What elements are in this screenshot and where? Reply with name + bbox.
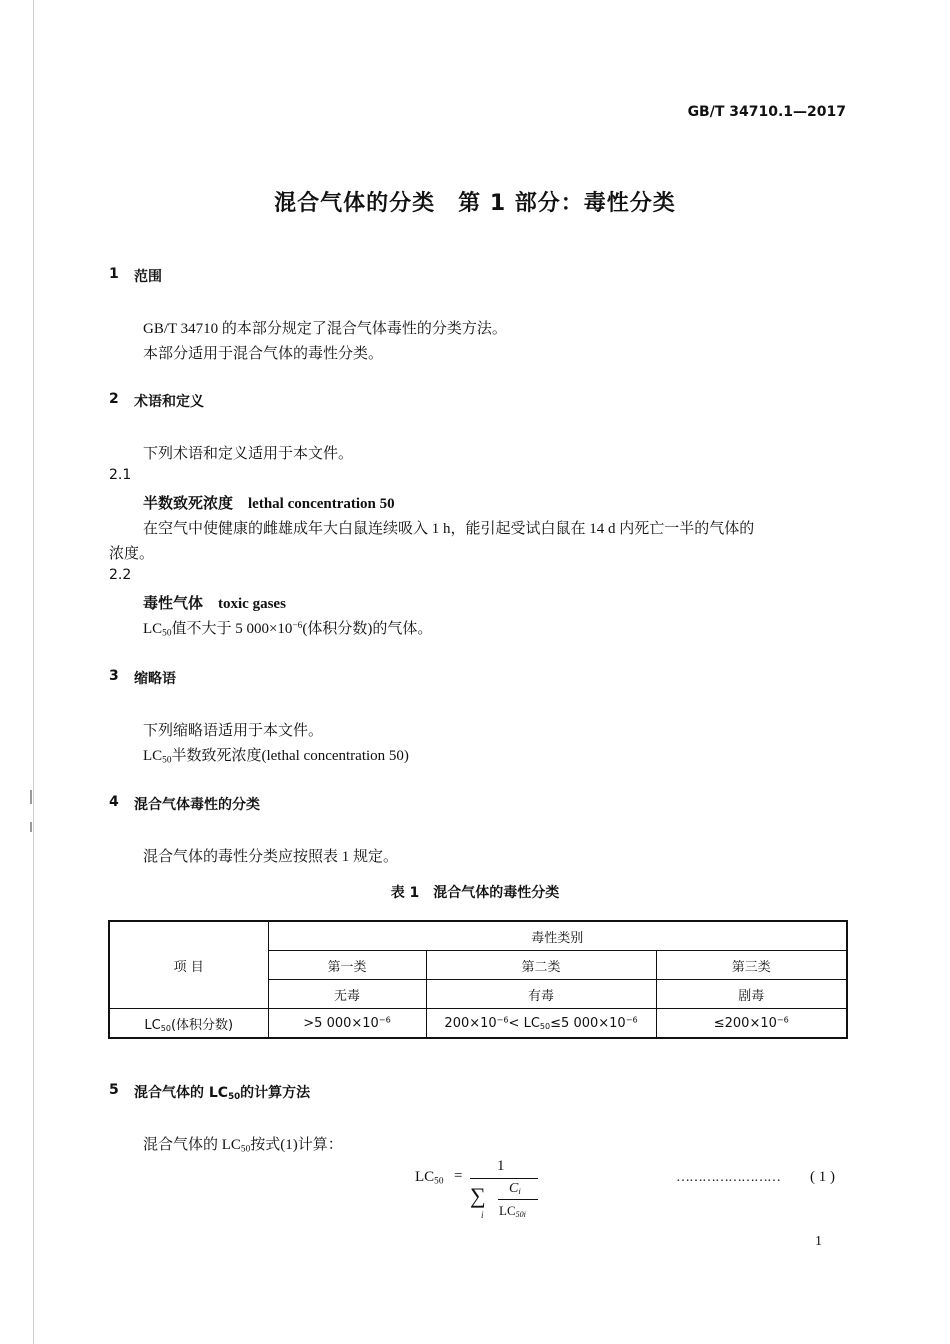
section-1-heading: 范围 (134, 269, 162, 285)
table-row-label: $LC_{50}$(体积分数) (109, 1009, 268, 1039)
section-2-number: 2 (109, 391, 119, 407)
term-2-2-definition: $LC_{50}$值不大于 5 $000\times 10^{-6}$(体积分数)的气体。 (143, 620, 433, 639)
section-3-heading: 缩略语 (134, 671, 176, 687)
section-3-para-1: 下列缩略语适用于本文件。 (143, 723, 324, 739)
formula-inner-fraction-bar (498, 1199, 538, 1200)
term-2-1-number: 2.1 (109, 467, 132, 483)
term-2-2-name: 毒性气体 toxic gases (143, 596, 286, 612)
table-class-3: 第三类 (656, 951, 847, 980)
table-value-class-1: >5 $000\times 10^{-6}$ (268, 1009, 426, 1039)
formula-sum-index: i (481, 1210, 484, 1220)
table-value-class-2: $200\times 10^{-6}< LC_{50}\le 5$ $000\times 10^{-6}$ (426, 1009, 656, 1039)
formula-inner-denominator: $LC_{50i}$ (499, 1203, 526, 1219)
table-class-1: 第一类 (268, 951, 426, 980)
toxicity-classification-table (108, 920, 848, 1039)
formula-equals: = (454, 1168, 463, 1184)
scan-mark (30, 822, 32, 832)
term-2-1-definition-cont: 浓度。 (109, 546, 155, 562)
term-2-2-number: 2.2 (109, 567, 132, 583)
section-2-heading: 术语和定义 (134, 394, 204, 410)
section-5-para-1: 混合气体的 $LC_{50}$按式(1)计算： (143, 1137, 343, 1155)
formula-lhs: $LC_{50}$ (415, 1169, 444, 1187)
standard-number: GB/T 34710.1—2017 (687, 104, 846, 120)
section-1-para-2: 本部分适用于混合气体的毒性分类。 (143, 346, 384, 362)
section-3-number: 3 (109, 668, 119, 684)
formula-inner-numerator: $C_i$ (509, 1181, 521, 1197)
formula-numerator: 1 (497, 1158, 505, 1174)
term-2-1-name: 半数致死浓度 lethal concentration 50 (143, 496, 395, 512)
table-item-header: 项 目 (109, 921, 268, 1009)
section-4-number: 4 (109, 794, 119, 810)
table-level-1: 无毒 (268, 980, 426, 1009)
section-1-para-1: GB/T 34710 的本部分规定了混合气体毒性的分类方法。 (143, 321, 507, 337)
section-5-heading: 混合气体的 $LC_{50}$的计算方法 (134, 1085, 311, 1103)
formula-sum-symbol: ∑ (470, 1183, 486, 1208)
section-1-number: 1 (109, 266, 119, 282)
table-caption: 表 1 混合气体的毒性分类 (390, 885, 560, 901)
section-4-heading: 混合气体毒性的分类 (134, 797, 260, 813)
abbreviation-lc50: $LC_{50}$半数致死浓度(lethal concentration 50) (143, 748, 409, 766)
page-title: 混合气体的分类 第 1 部分：毒性分类 (274, 191, 676, 216)
formula-leader-dots: …………………… (676, 1170, 780, 1185)
term-2-1-definition: 在空气中使健康的雌雄成年大白鼠连续吸入 1 h，能引起受试白鼠在 14 d 内死亡一半的气体的 (143, 521, 755, 537)
table-class-2: 第二类 (426, 951, 656, 980)
page-number: 1 (815, 1234, 822, 1249)
scan-mark (30, 790, 32, 804)
formula-equation-number: ( 1 ) (810, 1169, 835, 1185)
table-level-2: 有毒 (426, 980, 656, 1009)
section-4-para-1: 混合气体的毒性分类应按照表 1 规定。 (143, 849, 399, 865)
formula-main-fraction-bar (470, 1178, 538, 1179)
section-2-para-1: 下列术语和定义适用于本文件。 (143, 446, 354, 462)
table-value-class-3: $\le 200\times 10^{-6}$ (656, 1009, 847, 1039)
table-group-header: 毒性类别 (268, 921, 847, 951)
table-level-3: 剧毒 (656, 980, 847, 1009)
section-5-number: 5 (109, 1082, 119, 1098)
